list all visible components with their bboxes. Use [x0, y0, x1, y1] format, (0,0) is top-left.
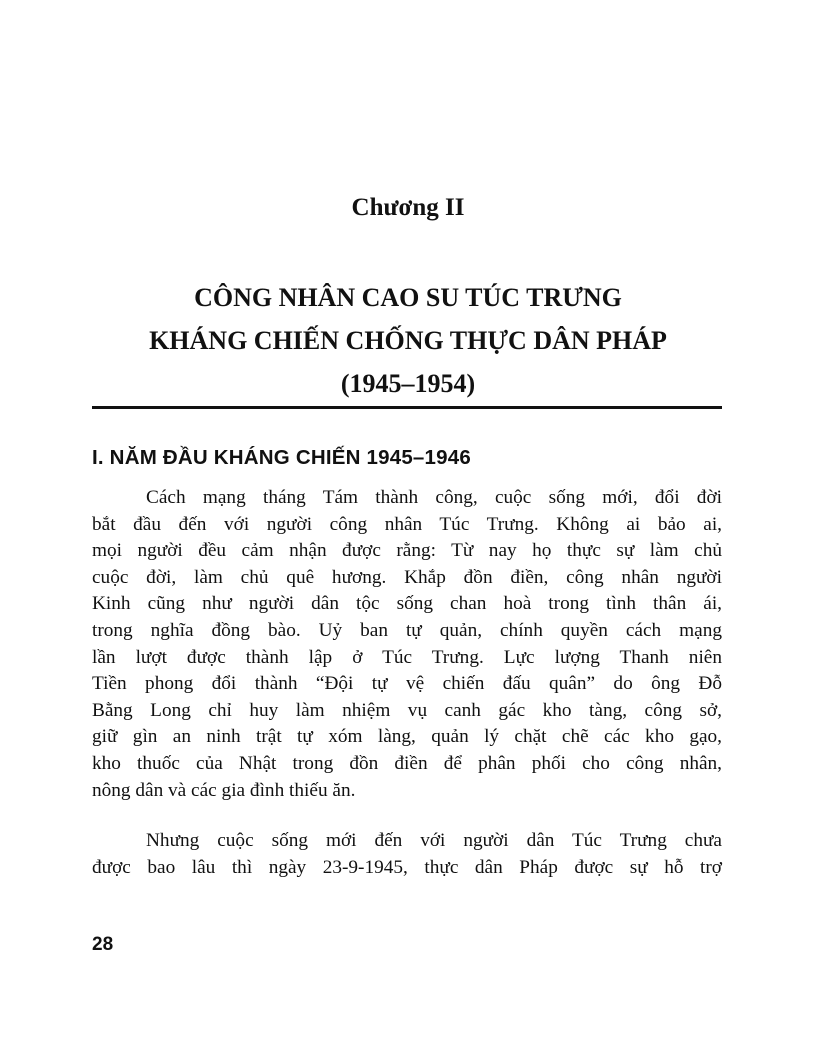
paragraph-2-line: Nhưng cuộc sống mới đến với người dân Túc Trưng chưa — [146, 830, 722, 851]
paragraph-1-line: lần lượt được thành lập ở Túc Trưng. Lực lượng Thanh niên — [92, 646, 722, 668]
chapter-label: Chương II — [351, 194, 465, 221]
paragraph-1-line: bắt đầu đến với người công nhân Túc Trưng. Không ai bảo ai, — [92, 513, 722, 535]
paragraph-2 — [92, 828, 722, 881]
section-heading: I. NĂM ĐẦU KHÁNG CHIẾN 1945–1946 — [92, 446, 471, 469]
chapter-title-line-2: KHÁNG CHIẾN CHỐNG THỰC DÂN PHÁP — [149, 326, 667, 355]
paragraph-1-line: Tiền phong đổi thành “Đội tự vệ chiến đấu quân” do ông Đỗ — [92, 673, 722, 695]
paragraph-1-line: kho thuốc của Nhật trong đồn điền để phân phối cho công nhân, — [92, 752, 722, 774]
paragraph-1-line: Bằng Long chỉ huy làm nhiệm vụ canh gác kho tàng, công sở, — [92, 699, 722, 721]
paragraph-1-line: mọi người đều cảm nhận được rằng: Từ nay họ thực sự làm chủ — [92, 540, 722, 562]
chapter-title — [60, 276, 756, 405]
paragraph-2-line: được bao lâu thì ngày 23-9-1945, thực dân Pháp được sự hỗ trợ — [92, 856, 722, 878]
paragraph-1 — [92, 485, 722, 804]
paragraph-1-line: giữ gìn an ninh trật tự xóm làng, quản lý chặt chẽ các kho gạo, — [92, 726, 722, 748]
chapter-title-line-3: (1945–1954) — [340, 369, 476, 398]
paragraph-1-line: nông dân và các gia đình thiếu ăn. — [92, 779, 356, 801]
paragraph-1-line: trong nghĩa đồng bào. Uỷ ban tự quản, chính quyền cách mạng — [92, 619, 722, 641]
paragraph-1-line: cuộc đời, làm chủ quê hương. Khắp đồn điền, công nhân người — [92, 566, 722, 588]
page-number: 28 — [92, 934, 114, 955]
paragraph-1-line: Cách mạng tháng Tám thành công, cuộc sống mới, đổi đời — [146, 487, 722, 508]
chapter-title-line-1: CÔNG NHÂN CAO SU TÚC TRƯNG — [194, 283, 622, 312]
paragraph-1-line: Kinh cũng như người dân tộc sống chan hoà trong tình thân ái, — [92, 593, 722, 615]
title-divider — [92, 406, 722, 409]
